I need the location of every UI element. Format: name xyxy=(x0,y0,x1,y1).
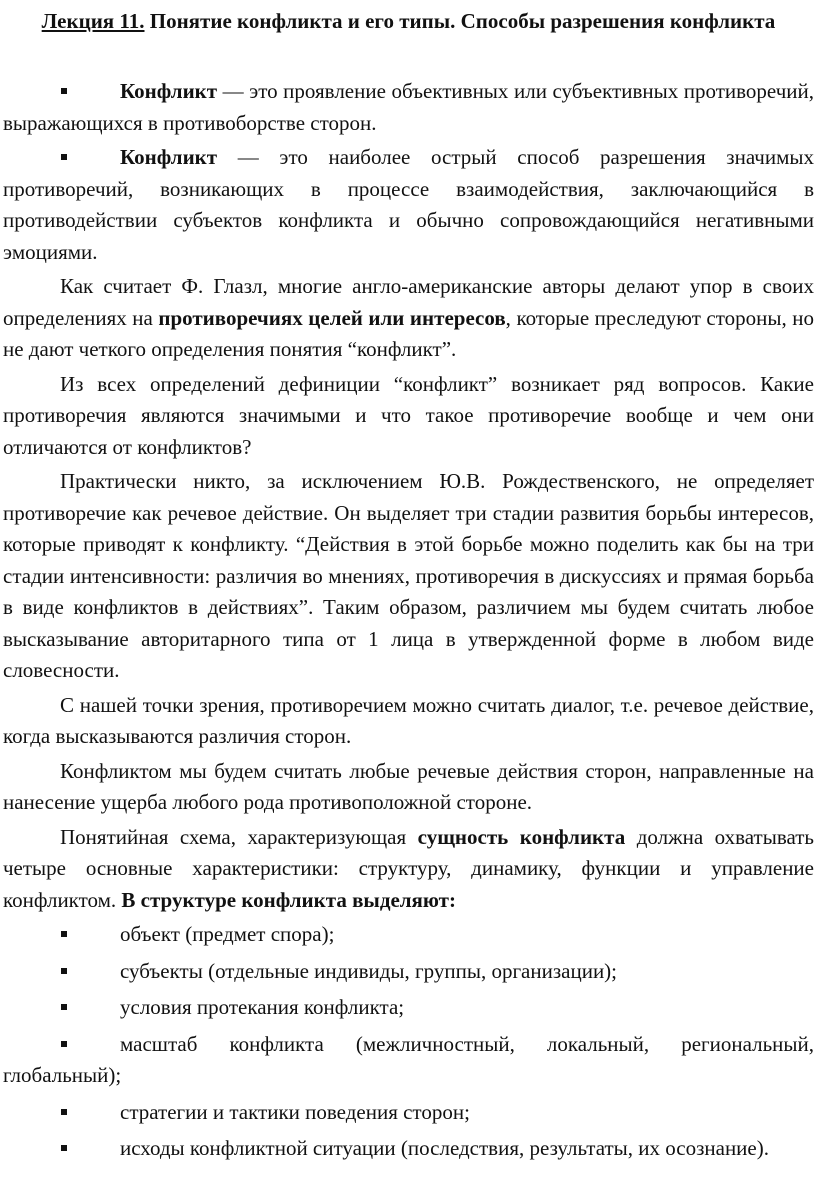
paragraph-rozhdestvensky: Практически никто, за исключением Ю.В. Рождественского, не определяет противоречие как речевое действие. Он выделяет три стадии развития борьбы интересов, которые приводят к конфликту. “Действия в этой борьбе можно поделить как бы на три стадии интенсивности: различия во мнениях, противоречия в дискуссиях и прямая борьба в виде конфликтов в действиях”. Таким образом, различием мы будем считать любое высказывание авторитарного типа от 1 лица в утвержденной форме в любом виде словесности. xyxy=(3,469,814,682)
structure-list-item: субъекты (отдельные индивиды, группы, организации); xyxy=(3,956,814,988)
structure-list-item: исходы конфликтной ситуации (последствия, результаты, их осознание). xyxy=(3,1133,814,1165)
paragraph-questions: Из всех определений дефиниции “конфликт” возникает ряд вопросов. Какие противоречия являются значимыми и что такое противоречие вообще и чем они отличаются от конфликтов? xyxy=(3,371,814,459)
paragraph-structure-c: должна охватывать четыре основные характеристики: структуру, динамику, функции и управление конфликтом. xyxy=(3,824,814,912)
paragraph-glasl-emphasis: противоречиях целей или интересов xyxy=(158,305,506,330)
definition-2 xyxy=(3,142,814,268)
structure-list-item: стратегии и тактики поведения сторон; xyxy=(3,1097,814,1129)
definition-1 xyxy=(3,76,814,139)
definition-1-term: Конфликт xyxy=(120,79,218,103)
paragraph-glasl-a: Как считает Ф. Глазл, многие англо-американские авторы делают упор в своих определениях на xyxy=(3,274,814,330)
lecture-number: Лекция 11. xyxy=(41,9,145,33)
paragraph-structure-emphasis: сущность конфликта xyxy=(417,824,626,849)
paragraph-glasl-c: , которые преследуют стороны, но не дают четкого определения понятия “конфликт”. xyxy=(3,305,814,361)
definition-1-text: — это проявление объективных или субъективных противоречий, выражающихся в противоборстве сторон. xyxy=(3,79,814,135)
title-text: Понятие конфликта и его типы. Способы разрешения конфликта xyxy=(144,9,776,33)
structure-list-item: условия протекания конфликта; xyxy=(3,992,814,1024)
paragraph-contradiction: С нашей точки зрения, противоречием можно считать диалог, т.е. речевое действие, когда высказываются различия сторон. xyxy=(3,692,814,748)
paragraph-structure-a: Понятийная схема, характеризующая xyxy=(60,824,418,849)
page-title xyxy=(3,0,814,42)
structure-list-item: объект (предмет спора); xyxy=(3,919,814,951)
definition-2-term: Конфликт xyxy=(120,145,218,169)
paragraph-structure-heading: В структуре конфликта выделяют: xyxy=(121,887,456,912)
structure-list-item: масштаб конфликта (межличностный, локальный, региональный, глобальный); xyxy=(3,1029,814,1092)
paragraph-glasl xyxy=(3,271,814,366)
paragraph-structure-intro xyxy=(3,822,814,917)
paragraph-conflict-definition: Конфликтом мы будем считать любые речевые действия сторон, направленные на нанесение ущерба любого рода противоположной стороне. xyxy=(3,758,814,814)
definition-2-text: — это наиболее острый способ разрешения значимых противоречий, возникающих в процессе взаимодействия, заключающийся в противодействии субъектов конфликта и обычно сопровождающийся негативными эмоциями. xyxy=(3,145,814,264)
